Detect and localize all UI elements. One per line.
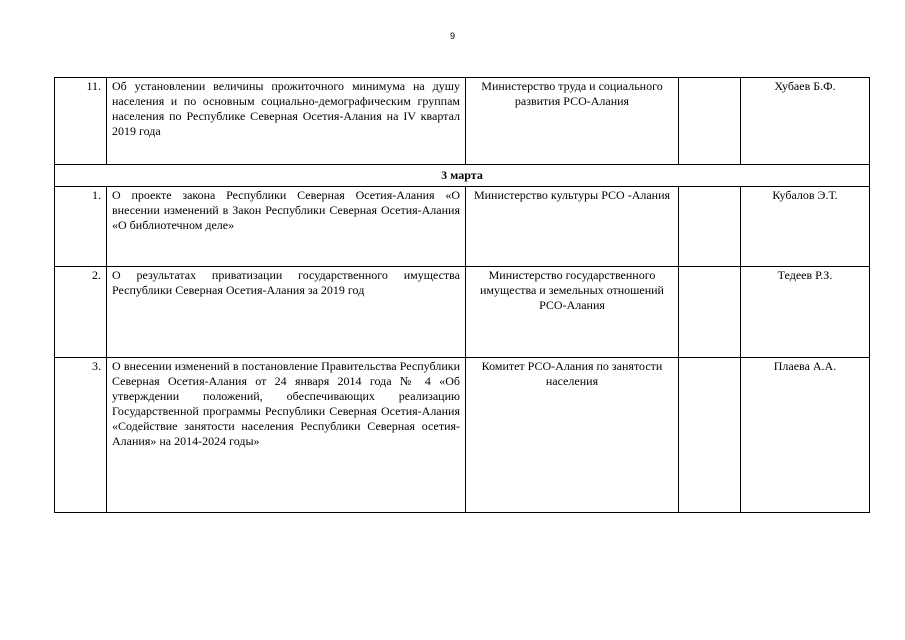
row-empty-cell	[679, 187, 741, 267]
section-date-row	[55, 165, 870, 187]
table-row	[55, 267, 870, 358]
row-organization: Министерство государственного имущества и земельных отношений РСО-Алания	[466, 267, 679, 358]
table-row	[55, 187, 870, 267]
row-empty-cell	[679, 267, 741, 358]
row-number: 3.	[55, 358, 107, 513]
row-organization: Министерство труда и социального развития РСО-Алания	[466, 78, 679, 165]
row-empty-cell	[679, 78, 741, 165]
row-number: 1.	[55, 187, 107, 267]
row-responsible: Хубаев Б.Ф.	[741, 78, 870, 165]
row-title: О внесении изменений в постановление Правительства Республики Северная Осетия-Алания от 24 января 2014 года № 4 «Об утверждении положений, обеспечивающих реализацию Государственной программы Республики Северная Осетия-Алания «Содействие занятости населения Республики Северная осетия-Алания» на 2014-2024 годы»	[107, 358, 466, 513]
row-organization: Комитет РСО-Алания по занятости населения	[466, 358, 679, 513]
table-row	[55, 358, 870, 513]
agenda-table	[54, 77, 870, 513]
row-organization: Министерство культуры РСО -Алания	[466, 187, 679, 267]
row-title: О проекте закона Республики Северная Осетия-Алания «О внесении изменений в Закон Республики Северная Осетия-Алания «О библиотечном деле»	[107, 187, 466, 267]
row-responsible: Плаева А.А.	[741, 358, 870, 513]
page-number: 9	[449, 31, 455, 41]
row-number: 11.	[55, 78, 107, 165]
row-title: Об установлении величины прожиточного минимума на душу населения и по основным социально-демографическим группам населения по Республике Северная Осетия-Алания на IV квартал 2019 года	[107, 78, 466, 165]
row-empty-cell	[679, 358, 741, 513]
row-responsible: Кубалов Э.Т.	[741, 187, 870, 267]
table-row	[55, 78, 870, 165]
row-number: 2.	[55, 267, 107, 358]
section-date: 3 марта	[55, 165, 870, 187]
row-title: О результатах приватизации государственного имущества Республики Северная Осетия-Алания за 2019 год	[107, 267, 466, 358]
row-responsible: Тедеев Р.З.	[741, 267, 870, 358]
